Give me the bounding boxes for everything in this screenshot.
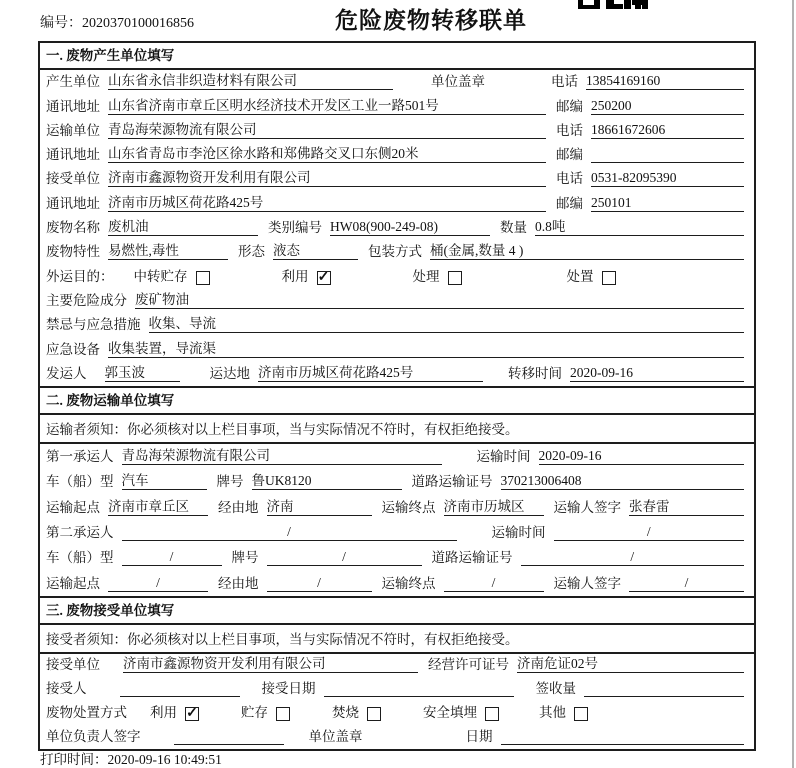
form-row xyxy=(40,701,754,725)
field-label: 禁忌与应急措施 xyxy=(46,317,141,333)
field-value: 青岛海荣源物流有限公司 xyxy=(108,122,546,139)
field-value: 济南市鑫源物资开发利用有限公司 xyxy=(123,656,418,673)
field-value: 250101 xyxy=(591,195,744,212)
field-label: 邮编 xyxy=(556,147,583,163)
field-label: 运输起点 xyxy=(46,499,100,515)
form-row xyxy=(40,94,754,118)
form-row xyxy=(40,240,754,264)
field-label: 第一承运人 xyxy=(46,449,114,465)
checkbox-field xyxy=(539,705,588,721)
field-label: 运输单位 xyxy=(46,122,100,138)
field-value: HW08(900-249-08) xyxy=(330,219,490,236)
form-row xyxy=(40,570,754,595)
field-value: 0531-82095390 xyxy=(591,170,744,187)
field-label: 接受人 xyxy=(46,681,87,697)
checkbox-label: 利用 xyxy=(150,705,177,721)
field-label: 接受日期 xyxy=(261,681,316,697)
field-label: 通讯地址 xyxy=(46,147,100,163)
page-edge-line xyxy=(792,0,794,768)
field-label: 单位盖章 xyxy=(431,74,485,90)
section-header: 三. 废物接受单位填写 xyxy=(40,596,754,625)
field-label: 单位负责人签字 xyxy=(46,728,141,744)
field-label: 运输人签字 xyxy=(553,499,621,515)
field-value: 250200 xyxy=(591,98,744,115)
field-value: 易燃性,毒性 xyxy=(108,243,228,260)
field-label: 接受单位 xyxy=(46,657,100,673)
checkbox-unchecked-icon xyxy=(196,271,210,285)
checkbox-unchecked-icon xyxy=(367,707,381,721)
field-value: 汽车 xyxy=(122,473,207,490)
field-value: 2020-09-16 xyxy=(570,365,744,382)
field-value: / xyxy=(521,549,745,566)
field-value: 桶(金属,数量 4 ) xyxy=(430,243,744,260)
field-label: 牌号 xyxy=(216,474,244,490)
notice-text: 运输者须知：你必须核对以上栏目事项，当与实际情况不符时，有权拒绝接受。 xyxy=(40,415,754,444)
field-value: / xyxy=(554,524,745,541)
field-value: 370213006408 xyxy=(501,473,745,490)
field-label: 数量 xyxy=(500,220,527,236)
checkbox-field xyxy=(282,269,331,285)
checkbox-label: 贮存 xyxy=(241,705,268,721)
field-label: 电话 xyxy=(556,122,583,138)
field-value: 鲁UK8120 xyxy=(252,473,402,490)
field-label: 车（船）型 xyxy=(46,474,114,490)
field-label: 废物特性 xyxy=(46,244,100,260)
form-row xyxy=(40,677,754,701)
field-value: 济南 xyxy=(267,499,372,516)
field-label: 签收量 xyxy=(535,681,576,697)
field-label: 牌号 xyxy=(231,550,259,566)
field-value: 0.8吨 xyxy=(535,219,744,236)
field-label: 邮编 xyxy=(556,195,583,211)
field-label: 车（船）型 xyxy=(46,550,114,566)
form-row xyxy=(40,469,754,494)
field-value: 18661672606 xyxy=(591,122,744,139)
field-value: 山东省济南市章丘区明水经济技术开发区工业一路501号 xyxy=(108,98,546,115)
form-row xyxy=(40,191,754,215)
form-row xyxy=(40,289,754,313)
checkbox-unchecked-icon xyxy=(574,707,588,721)
checkbox-field xyxy=(241,705,290,721)
form-row xyxy=(40,167,754,191)
section-header: 二. 废物运输单位填写 xyxy=(40,386,754,415)
form-row xyxy=(40,70,754,94)
checkbox-unchecked-icon xyxy=(485,707,499,721)
field-value xyxy=(591,147,744,163)
checkbox-label: 安全填埋 xyxy=(423,705,477,721)
field-value: 郭玉波 xyxy=(105,365,180,382)
form-row xyxy=(40,444,754,469)
checkbox-label: 利用 xyxy=(281,268,309,284)
field-label: 第二承运人 xyxy=(46,525,114,541)
form-row xyxy=(40,725,754,749)
field-label: 外运目的： xyxy=(46,268,114,284)
field-label: 废物处置方式 xyxy=(46,705,127,721)
field-label: 经由地 xyxy=(218,499,259,515)
checkbox-field xyxy=(332,705,381,721)
checkbox-label: 其他 xyxy=(539,705,566,721)
field-value xyxy=(324,681,514,697)
field-value xyxy=(174,729,284,745)
field-value: 收集装置，导流渠 xyxy=(108,341,744,358)
field-value: 收集、导流 xyxy=(149,316,745,333)
form-row xyxy=(40,545,754,570)
form-row xyxy=(40,119,754,143)
field-value: 山东省青岛市李沧区徐水路和郑佛路交叉口东侧20米 xyxy=(108,146,546,163)
checkbox-checked-icon: ✓ xyxy=(317,269,330,285)
field-label: 运输终点 xyxy=(381,575,436,591)
checkbox-label: 处置 xyxy=(566,268,594,284)
manifest-form-table xyxy=(38,41,756,751)
section-header: 一. 废物产生单位填写 xyxy=(40,43,754,70)
field-label: 经营许可证号 xyxy=(428,657,509,673)
form-section-receiver xyxy=(40,596,754,749)
field-label: 日期 xyxy=(465,728,493,744)
field-label: 道路运输证号 xyxy=(431,550,513,566)
field-label: 运输时间 xyxy=(476,449,531,465)
field-value xyxy=(120,681,240,697)
field-value xyxy=(501,729,745,745)
field-label: 运达地 xyxy=(209,365,250,381)
field-label: 经由地 xyxy=(218,575,259,591)
field-label: 主要危险成分 xyxy=(46,292,127,308)
field-value: 青岛海荣源物流有限公司 xyxy=(122,448,442,465)
field-label: 类别编号 xyxy=(268,220,322,236)
field-value: / xyxy=(629,575,744,592)
field-value: / xyxy=(122,549,222,566)
form-row xyxy=(40,494,754,519)
field-label: 通讯地址 xyxy=(46,195,100,211)
form-section-producer xyxy=(40,43,754,386)
form-section-transporter xyxy=(40,386,754,596)
field-value: 济南市历城区荷花路425号 xyxy=(108,195,546,212)
print-time: 打印时间：2020-09-16 10:49:51 xyxy=(40,752,222,767)
field-value: 13854169160 xyxy=(586,73,744,90)
field-label: 运输人签字 xyxy=(553,575,621,591)
form-row xyxy=(40,216,754,240)
form-row xyxy=(40,520,754,545)
field-label: 转移时间 xyxy=(508,365,562,381)
field-label: 电话 xyxy=(551,74,578,90)
field-value: 2020-09-16 xyxy=(539,448,745,465)
checkbox-label: 焚烧 xyxy=(332,705,359,721)
checkbox-unchecked-icon xyxy=(448,271,462,285)
field-label: 接受单位 xyxy=(46,171,100,187)
checkbox-checked-icon: ✓ xyxy=(186,706,198,722)
checkbox-field xyxy=(150,705,199,721)
field-value: / xyxy=(267,549,422,566)
field-value: 废矿物油 xyxy=(135,292,744,309)
checkbox-unchecked-icon xyxy=(276,707,290,721)
field-value: 液态 xyxy=(273,243,358,260)
field-value: / xyxy=(108,575,208,592)
field-label: 包装方式 xyxy=(368,244,422,260)
field-value: 山东省永信非织造材料有限公司 xyxy=(108,73,393,90)
field-label: 产生单位 xyxy=(46,74,100,90)
field-value: 济南危证02号 xyxy=(517,656,744,673)
checkbox-field xyxy=(567,269,616,285)
field-value: 济南市鑫源物资开发利用有限公司 xyxy=(108,170,546,187)
field-label: 单位盖章 xyxy=(308,728,363,744)
form-row xyxy=(40,143,754,167)
field-label: 发运人 xyxy=(46,365,87,381)
checkbox-label: 处理 xyxy=(412,268,440,284)
field-label: 电话 xyxy=(556,171,583,187)
field-value: 济南市章丘区 xyxy=(108,499,208,516)
field-value: 张春雷 xyxy=(629,499,744,516)
field-value: / xyxy=(122,524,457,541)
field-label: 运输时间 xyxy=(491,525,546,541)
checkbox-field xyxy=(413,269,462,285)
form-row xyxy=(40,654,754,678)
field-label: 形态 xyxy=(238,244,265,260)
field-value: / xyxy=(444,575,544,592)
checkbox-field xyxy=(423,705,499,721)
form-row xyxy=(40,313,754,337)
checkbox-unchecked-icon xyxy=(602,271,616,285)
doc-number: 编号：2020370100016856 xyxy=(40,16,194,31)
field-value: 济南市历城区 xyxy=(444,499,544,516)
field-value: 济南市历城区荷花路425号 xyxy=(258,365,483,382)
form-row xyxy=(40,362,754,386)
checkbox-label: 中转贮存 xyxy=(133,268,188,284)
notice-text: 接受者须知：你必须核对以上栏目事项，当与实际情况不符时，有权拒绝接受。 xyxy=(40,625,754,654)
field-value: 废机油 xyxy=(108,219,258,236)
qr-code-fragment xyxy=(0,0,796,12)
field-label: 应急设备 xyxy=(46,341,100,357)
field-value: / xyxy=(267,575,372,592)
field-label: 邮编 xyxy=(556,98,583,114)
form-row xyxy=(40,264,754,288)
field-value xyxy=(584,681,744,697)
checkbox-field xyxy=(134,269,210,285)
field-label: 废物名称 xyxy=(46,220,100,236)
field-label: 通讯地址 xyxy=(46,98,100,114)
field-label: 运输起点 xyxy=(46,575,100,591)
field-label: 运输终点 xyxy=(381,499,436,515)
form-row xyxy=(40,337,754,361)
page-title: 危险废物转移联单 xyxy=(335,8,527,33)
field-label: 道路运输证号 xyxy=(411,474,493,490)
